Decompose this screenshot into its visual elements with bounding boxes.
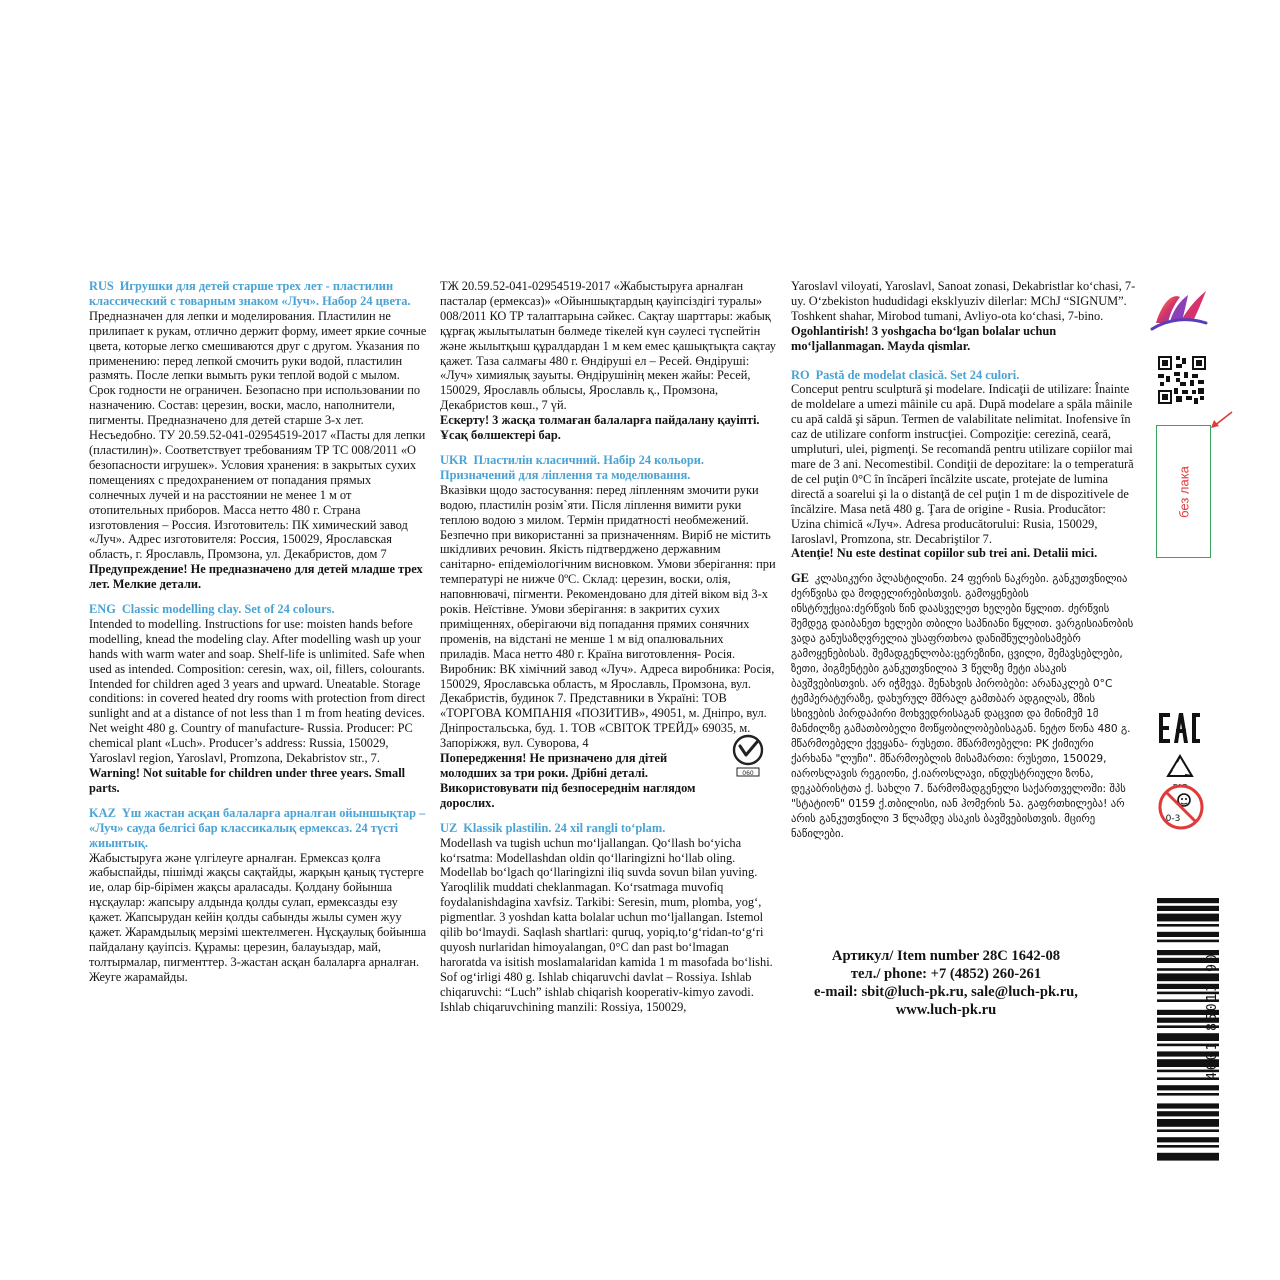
luch-logo-icon (1148, 283, 1210, 335)
barcode-bar (1157, 906, 1219, 911)
section-warning: Ескерту! 3 жасқа толмаған балаларға пайдалану қауіпті. Ұсақ бөлшектері бар. (440, 413, 760, 443)
section-heading (89, 806, 429, 851)
text-column-1 (89, 279, 429, 995)
section-warning: Попередження! Не призначено для дітей молодших за три роки. Дрібні деталі. Використовувати під безпосереднім наглядом дорослих. (440, 751, 696, 810)
item-number: Артикул/ Item number 28С 1642-08 (831, 948, 1061, 964)
section-body: Conceput pentru sculptură şi modelare. Indicaţii de utilizare: Înainte de moldelare a umezi mâinile cu apă. După modelare a spăla mâinile cu apă caldă şi săpun. Termen de valabilitate nelimitat. Inofensive în caz de utilizare conform instrucţiei. Compoziţie: cerezină, ceară, umpluturi, ulei, pigmenţi. Se recomandă pentru utilizare copiilor mai mare de 3 ani. Necomestibil. Condiţii de depozitare: la o temperatură de cel puţin 0°C în încăperi încălzite uscate, protejate de lumina directă a soarelui şi la o distanţă de cel puţin 1 m de dispozitivele de încălzire. Masa netă 480 g. Ţara de origine - Rusia. Producător: Uzina chimică «Луч». Adresa producătorului: Rusia, 150029, Iaroslavl, Promzona, str. Decabriştilor 7. (791, 382, 1134, 546)
section-warning: Warning! Not suitable for children under three years. Small parts. (89, 766, 406, 795)
section-heading (89, 602, 429, 617)
language-code: ENG (89, 602, 116, 617)
barcode-bar (1157, 1119, 1219, 1127)
contact-block (791, 947, 1101, 1019)
barcode-bar (1157, 1129, 1219, 1132)
barcode-bar (1157, 1085, 1219, 1090)
text-column-3 (791, 279, 1136, 852)
section-rus (89, 279, 429, 592)
section-ro (791, 368, 1136, 562)
no-lacquer-box (1156, 425, 1211, 558)
svg-text:060: 060 (742, 770, 754, 777)
section-body: Предназначен для лепки и моделирования. Пластилин не прилипает к рукам, отлично держит форму, имеет яркие сочные цвета, которые легко смешиваются друг с другом. Указания по применению: перед лепкой смочить руки водой, пластилин размять. После лепки вымыть руки теплой водой с мылом. Срок годности не ограничен. Безопасно при использовании по назначению. Состав: церезин, воски, масло, наполнители, пигменты. Предназначено для детей старше 3-х лет. Несъедобно. ТУ 20.59.52-041-02954519-2017 «Пасты для лепки (пластилин)». Соответствует требованиям ТР ТС 008/2011 «О безопасности игрушек». Условия хранения: в закрытых сухих помещениях с предохранением от попадания прямых солнечных лучей и на расстоянии не менее 1 м от отопительных приборов. Масса нетто 480 г. Страна изготовления – Россия. Изготовитель: ПК химический завод «Луч». Адрес изготовителя: Россия, 150029, Ярославская область, г. Ярославль, Промзона, ул. Декабристов, дом 7 (89, 308, 427, 562)
section-warning: Ogohlantirish! 3 yoshgacha bo‘lgan bolalar uchun mo‘ljallanmagan. Mayda qismlar. (791, 323, 1057, 353)
website: www.luch-pk.ru (895, 1002, 997, 1018)
language-code: RUS (89, 279, 114, 293)
barcode-bar (1157, 914, 1219, 922)
barcode-bar (1157, 1145, 1219, 1148)
section-body: Жабыстыруға және үлгілеуге арналған. Ермексаз қолға жабыспайды, пішімді жақсы сақтайды, жарқын қанық түстерге ие, олар бір-бірімен жақсы араласады. Қолдану бойынша нұсқаулар: жапсыру алдында қолды сулап, ермексазды езу қажет. Жапсырудан кейін қолды сабынды жылы сумен жуу қажет. Жарамдылық мерзімі шектелмеген. Нұсқаулық бойынша пайдалану қауіпсіз. Құрамы: церезин, балауыздар, май, толтырмалар, пигменттер. 3-жастан асқан балаларға арналған. Жеуге жарамайды. (89, 850, 427, 984)
section-body: კლასიკური პლასტილინი. 24 ფერის ნაკრები. განკუთვნილია ძერწვისა და მოდელირებისთვის. გამოყენების ინსტრუქცია:ძერწვის წინ დაასველეთ ხელები წყლით. ძერწვის შემდეგ დაიბანეთ ხელები თბილი საპნიანი წყლით. ვარგისიანობის ვადა განუსაზღვრელია უსაფრთხოა დანიშნულებისამებრ გამოყენებისას. შემადგენლობა:ცერეზინი, ცვილი, შემავსებლები, ზეთი, პიგმენტები განკუთვნილია 3 წელზე მეტი ასაკის ბავშვებისთვის. არ იჭმევა. შენახვის პირობები: არანაკლებ 0°C ტემპერატურაზე, დახურულ მშრალ გამთბარ ადგილას, მზის სხივების პირდაპირი მოხვედრისაგან დაცვით და მინიმუმ 1მ მანძილზე გამათბობელი მოწყობილობებისაგან. ნეტო წონა 480 გ. მწარმოებელი ქვეყანა- რუსეთი. მწარმოებელი: PK ქიმიური ქარხანა "ლუჩი". მწარმოებლის მისამართი: რუსეთი, 150029, იაროსლავის რეგიონი, ქ.იაროსლავი, ინდუსტრიული ზონა, დეკაბრისტთა ქ. სახლი 7. წარმომადგენელი საქართველოში: შპს "სტატიონ" 0159 ქ.თბილისი, იან ჰომერის 5ა. გაფრთხილება! არ არის განკუთვნილი 3 წლამდე ასაკის ბავშვებისთვის. მცირე ნაწილები. (791, 573, 1134, 841)
section-body: Yaroslavl viloyati, Yaroslavl, Sanoat zonasi, Dekabristlar ko‘chasi, 7-uy. O‘zbekiston hududidagi eksklyuziv dilerlar: MChJ “SIGNUM”. Toshkent shahar, Mirobod tumani, Avliyo-ota ko‘chasi, 7-bino. (791, 279, 1136, 323)
age-warning-icon (1157, 783, 1205, 831)
language-code: KAZ (89, 805, 116, 820)
section-kaz-continued (440, 279, 776, 443)
email-addresses: e-mail: sbit@luch-pk.ru, sale@luch-pk.ru, (814, 984, 1078, 1000)
arrow-icon (1208, 410, 1234, 430)
section-title: Pastă de modelat clasică. Set 24 culori. (815, 367, 1020, 382)
ukraine-conformity-mark-icon (731, 733, 765, 777)
section-kaz (89, 806, 429, 985)
barcode-bar (1157, 932, 1219, 937)
section-warning: Предупреждение! Не предназначено для детей младше трех лет. Мелкие детали. (89, 562, 423, 592)
section-eng (89, 602, 429, 796)
section-title: Игрушки для детей старше трех лет - пластилин классический с товарным знаком «Луч». Набор 24 цвета. (89, 279, 411, 308)
section-uz (440, 821, 776, 1015)
barcode-bar (1157, 1093, 1219, 1096)
phone-number: тел./ phone: +7 (4852) 260-261 (850, 966, 1042, 982)
section-warning: Atenţie! Nu este destinat copiilor sub trei ani. Detalii mici. (791, 546, 1098, 561)
qr-code-icon (1158, 356, 1206, 404)
section-body: Вказівки щодо застосування: перед ліпленням змочити руки водою, пластилін розім`яти. Після ліплення вимити руки теплою водою з милом. Термін придатності необмежений. Безпечно при використанні за призначенням. Виріб не містить шкідливих речовин. Якість підтверджено державним санітарно- епідеміологічним висновком. Умови зберігання: при температурі не нижче 0ºС. Склад: церезин, воски, олія, наповнювачі, пігменти. Рекомендовано для дітей віком від 3-х років. Неїстівне. Умови зберігання: в закритих сухих приміщеннях, оберігаючи від попадання прямих сонячних променів, на відстані не менше 1 м від опалювальних приладів. Маса нетто 480 г. Країна виготовлення- Росія. Виробник: ВК хімічний завод «Луч». Адреса виробника: Росія, 150029, Ярославська область, м Ярославль, Промзона, вул. Декабристів, будинок 7. Представники в Україні: ТОВ «ТОРГОВА КОМПАНІЯ «ПОЗИТИВ», 49051, м. Дніпро, вул. Дніпростальська, буд. 1. ТОВ «СВІТОК ТРЕЙД» 69035, м. Запоріжжя, вул. Суворова, 4 (440, 482, 776, 751)
section-title: Classic modelling clay. Set of 24 colours. (121, 602, 335, 617)
barcode-bar (1157, 940, 1219, 943)
section-title: Пластилін класичний. Набір 24 кольори. Призначений для ліплення та моделювання. (440, 452, 704, 482)
barcode-bar (1157, 898, 1219, 903)
text-column-2 (440, 279, 776, 1025)
section-heading (440, 821, 776, 836)
barcode-number: 4601185013890 (1205, 952, 1220, 1080)
section-heading (89, 279, 429, 309)
section-title: Үш жастан асқан балаларға арналған ойыншықтар – «Луч» сауда белгісі бар классикалық ермексаз. 24 түсті жиынтық. (89, 805, 426, 850)
barcode-bar (1157, 1153, 1219, 1161)
section-body: ТЖ 20.59.52-041-02954519-2017 «Жабыстыруға арналған пасталар (ермексаз)» «Ойыншықтардың қауіпсіздігі туралы» 008/2011 КО ТР талаптарына сәйкес. Сақтау шарттары: жабық құрғақ жылытылатын бөлмеде тікелей күн сәулесі түспейтін және жылытқыш құралдардан 1 м кем емес қашықтықта сақтау қажет. Таза салмағы 480 г. Өндіруші ел – Ресей. Өндіруші: «Луч» химиялық зауыты. Өндірушінің мекен жайы: Ресей, 150029, Ярославль облысы, Ярославль қ., Промзона, Декабристов көш., 7 үй. (440, 279, 776, 413)
barcode-bar (1157, 924, 1219, 927)
section-ge (791, 571, 1136, 842)
section-heading (440, 453, 776, 483)
language-code: GE (791, 571, 809, 586)
language-code: UZ (440, 820, 458, 835)
no-lacquer-label: без лака (1176, 465, 1191, 518)
age-label: 0-3 (1165, 814, 1181, 824)
barcode-bar (1157, 1111, 1219, 1116)
section-heading (791, 368, 1136, 383)
section-ukr (440, 453, 776, 811)
barcode-bar (1157, 1137, 1219, 1142)
section-body: Modellash va tugish uchun mo‘ljallangan. Qo‘llash bo‘yicha ko‘rsatma: Modellashdan oldin qo‘llaringizni ho‘llab oling. Modellab bo‘lgach qo‘llaringizni iliq suvda sovun bilan yuving. Yaroqlilik muddati cheklanmagan. Ko‘rsatmaga muvofiq foydalanishdagina xavfsiz. Tarkibi: Seresin, mum, plomba, yog‘, pigmentlar. 3 yoshdan katta bolalar uchun mo‘ljallangan. Istemol qilib bo‘lmaydi. Saqlash shartlari: quruq, yopiq,to‘g‘ridan-to‘g‘ri quyosh nurlaridan himoyalangan, 0°C dan past bo‘lmagan haroratda va isitish moslamalaridan kamida 1 m masofada bo‘lishi. Sof og‘irligi 480 g. Ishlab chiqaruvchi davlat – Rossiya. Ishlab chiqaruvchi: “Luch” ishlab chiqarish kooperativ-kimyo zavodi. Ishlab chiqaruvchining manzili: Rossiya, 150029, (440, 835, 773, 1014)
language-code: RO (791, 367, 810, 382)
barcode-bar (1157, 1103, 1219, 1108)
section-title: Klassik plastilin. 24 xil rangli to‘plam. (463, 820, 666, 835)
section-uz-continued (791, 279, 1136, 354)
eac-mark-icon (1158, 711, 1202, 745)
section-body: Intended to modelling. Instructions for use: moisten hands before modelling, knead the modeling clay. After modelling wash up your hands with warm water and soap. Shelf-life is unlimited. Safe when used as intended. Composition: ceresin, wax, oil, fillers, colourants. Intended for children aged 3 years and upward. Uneatable. Storage conditions: in covered heated dry rooms with protection from direct sunlight and at a distance of not less than 1 m from heating devices. Net weight 480 g. Country of manufacture- Russia. Producer: PC chemical plant «Luch». Producer’s address: Russia, 150029, Yaroslavl region, Yaroslavl, Promzona, Dekabristov str., 7. (89, 616, 426, 766)
language-code: UKR (440, 452, 468, 467)
